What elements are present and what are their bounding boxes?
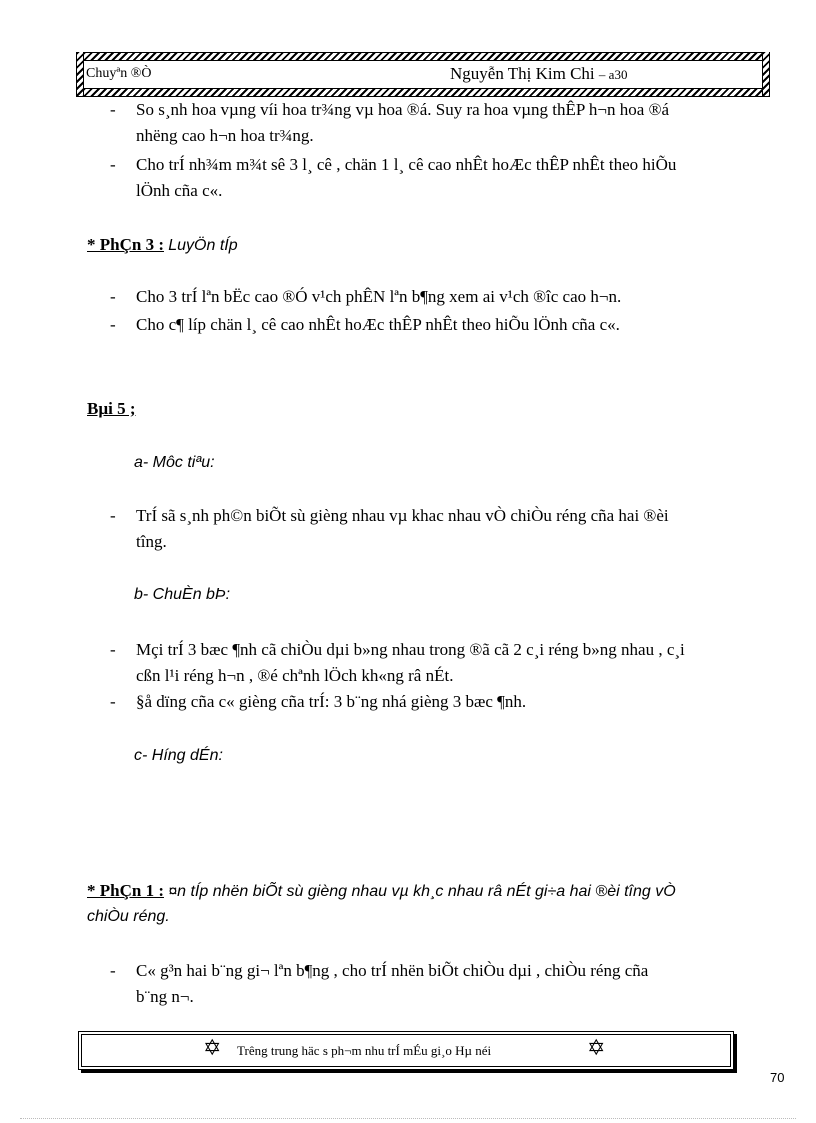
header-author bbox=[450, 64, 627, 84]
section-heading bbox=[87, 234, 238, 257]
section-title: LuyÖn tÍp bbox=[168, 237, 238, 254]
bullet-dash: - bbox=[110, 315, 116, 334]
subheading-preparation: b- ChuÈn bÞ: bbox=[134, 586, 231, 603]
text-line: Mçi trÍ 3 bæc ¶nh cã chiÒu dµi b»ng nhau trong ®ã cã 2 c¸i réng b»ng nhau , c¸i bbox=[136, 640, 685, 659]
header-border-left bbox=[76, 52, 84, 96]
text-line: b¨ng n¬. bbox=[136, 987, 194, 1006]
author-class: – a30 bbox=[598, 67, 628, 82]
text-line: Cho c¶ líp chän l¸ cê cao nhÊt hoÆc thÊP nhÊt theo hiÕu lÖnh cña c«. bbox=[136, 315, 620, 334]
text-line: TrÍ sã s¸nh ph©n biÕt sù gièng nhau vµ khac nhau vÒ chiÒu réng cña hai ®èi bbox=[136, 506, 669, 525]
bullet-dash: - bbox=[110, 155, 116, 174]
text-line: nhëng cao h¬n hoa tr¾ng. bbox=[136, 126, 314, 145]
bullet-dash: - bbox=[110, 287, 116, 306]
section-label: * PhÇn 1 : bbox=[87, 881, 164, 900]
star-of-david-icon: ✡ bbox=[203, 1036, 222, 1061]
header-topic: Chuyªn ®Ò bbox=[86, 66, 152, 81]
page-number: 70 bbox=[770, 1070, 785, 1085]
text-line: §å dïng cña c« gièng cña trÍ: 3 b¨ng nhá gièng 3 bæc ¶nh. bbox=[136, 692, 527, 711]
page-footer bbox=[78, 1031, 734, 1070]
bullet-dash: - bbox=[110, 506, 116, 525]
footer-school-name: Trêng trung häc s ph¬m nhu trÍ mÉu gi¸o Hµ néi bbox=[237, 1043, 492, 1058]
header-border-right bbox=[762, 52, 770, 96]
page-bottom-divider bbox=[20, 1118, 796, 1119]
text-line: cßn l¹i réng h¬n , ®é chªnh lÖch kh«ng râ nÉt. bbox=[136, 666, 454, 685]
lesson-heading: Bµi 5 ; bbox=[87, 399, 136, 418]
text-line: Cho 3 trÍ lªn bËc cao ®Ó v¹ch phÊN lªn b¶ng xem ai v¹ch ®îc cao h¬n. bbox=[136, 287, 622, 306]
text-line: lÖnh cña c«. bbox=[136, 181, 223, 200]
text-line: tîng. bbox=[136, 532, 167, 551]
text-line: So s¸nh hoa vµng víi hoa tr¾ng vµ hoa ®á. Suy ra hoa vµng thÊP h¬n hoa ®á bbox=[136, 100, 670, 119]
text-line: C« g³n hai b¨ng gi¬ lªn b¶ng , cho trÍ nhën biÕt chiÒu dµi , chiÒu réng cña bbox=[136, 961, 649, 980]
author-name: Nguyễn Thị Kim Chi bbox=[450, 64, 595, 83]
header-border-bottom bbox=[76, 88, 770, 97]
subheading-objectives: a- Môc tiªu: bbox=[134, 454, 215, 471]
section-label: * PhÇn 3 : bbox=[87, 235, 164, 254]
section-title: ¤n tÍp nhën biÕt sù gièng nhau vµ kh¸c nhau râ nÉt gi÷a hai ®èi tîng vÒ bbox=[168, 883, 676, 900]
bullet-dash: - bbox=[110, 100, 116, 119]
header-border-top bbox=[76, 52, 770, 61]
bullet-dash: - bbox=[110, 640, 116, 659]
page-header bbox=[76, 52, 770, 96]
star-of-david-icon: ✡ bbox=[587, 1036, 606, 1061]
bullet-dash: - bbox=[110, 692, 116, 711]
text-line: Cho trÍ nh¾m m¾t sê 3 l¸ cê , chän 1 l¸ cê cao nhÊt hoÆc thÊP nhÊt theo hiÕu bbox=[136, 155, 677, 174]
bullet-dash: - bbox=[110, 961, 116, 980]
section-title-continued: chiÒu réng. bbox=[87, 908, 170, 925]
section-heading bbox=[87, 880, 676, 903]
subheading-guidance: c- Híng dÉn: bbox=[134, 747, 223, 764]
